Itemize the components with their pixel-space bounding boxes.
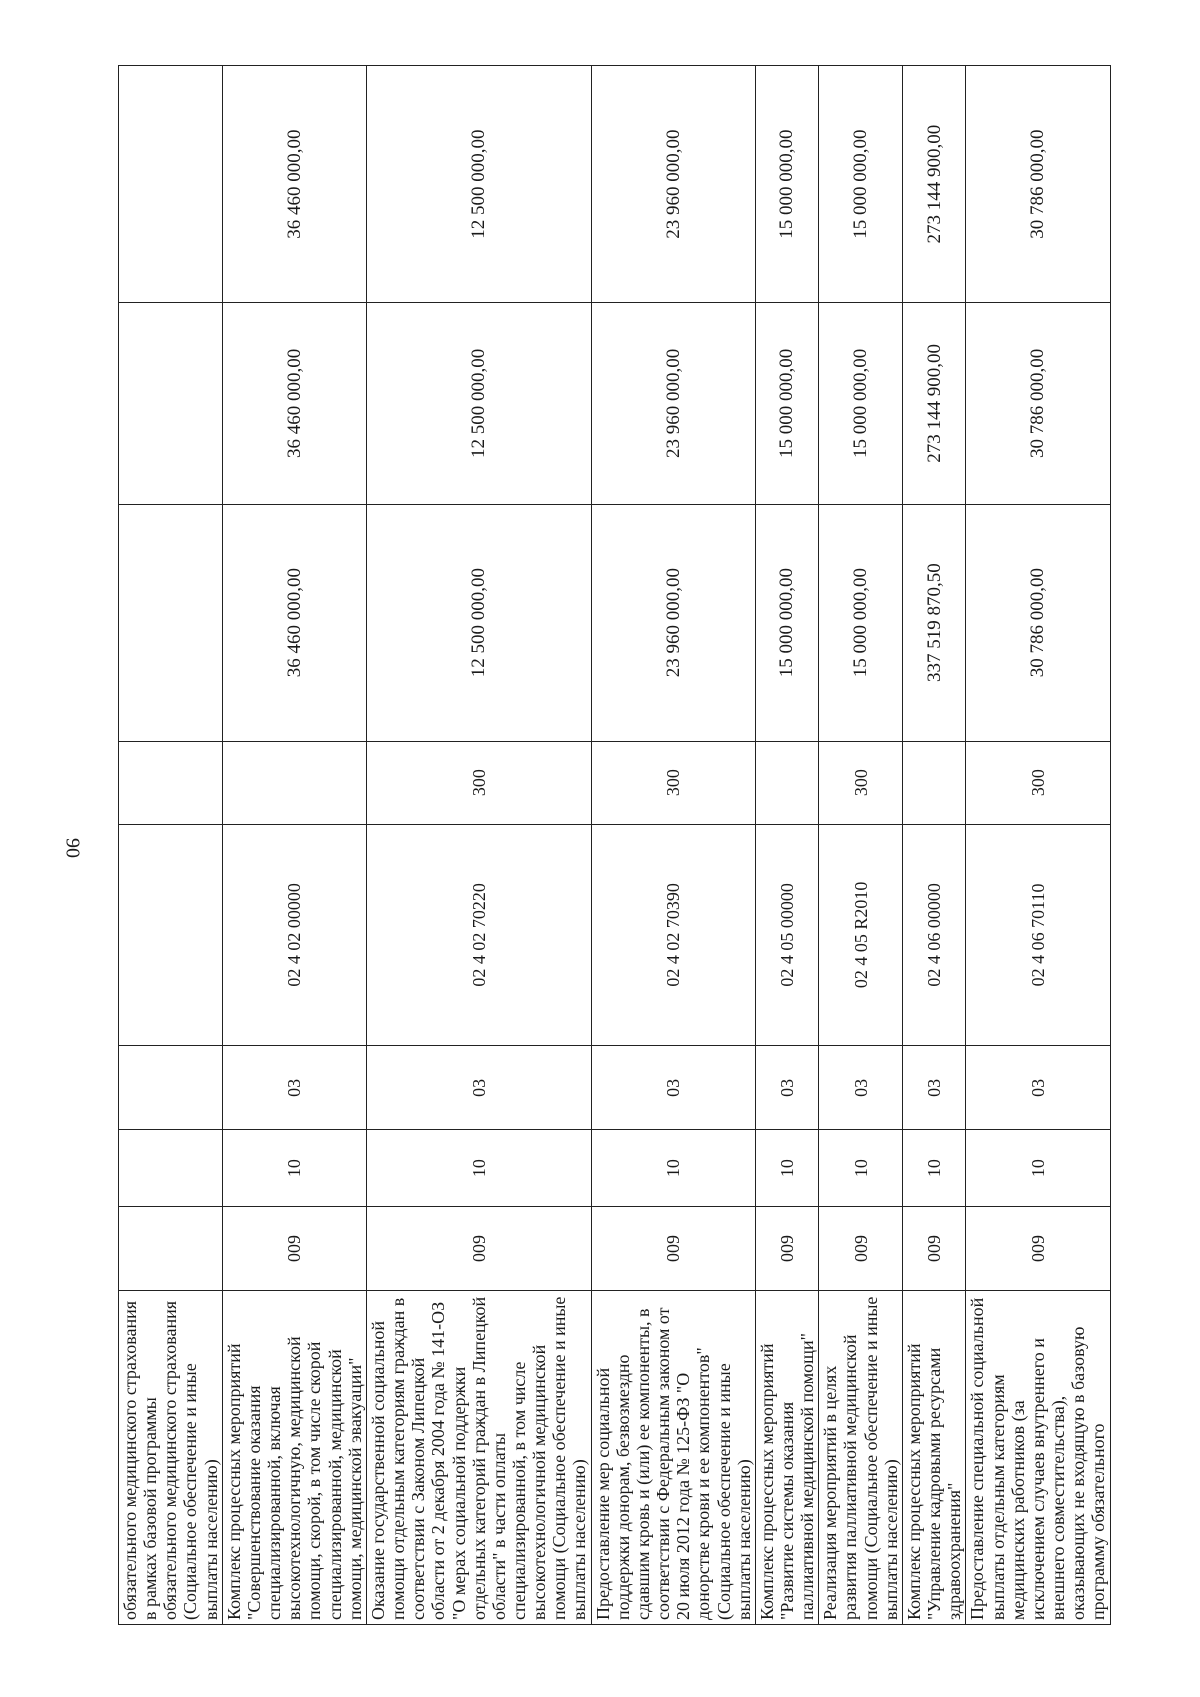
table-row (222, 66, 366, 1625)
cell-ministry: 009 (755, 1206, 818, 1290)
cell-description: Реализация мероприятий в целях развития паллиативной медицинской помощи (Социальное обеспечение и иные выплаты населению) (819, 1291, 903, 1625)
table-row (966, 66, 1110, 1625)
cell-amount-1: 36 460 000,00 (222, 504, 366, 741)
cell-ministry: 009 (591, 1206, 755, 1290)
cell-section: 10 (366, 1130, 591, 1206)
cell-amount-3: 12 500 000,00 (366, 66, 591, 303)
table-row (755, 66, 818, 1625)
cell-target-article: 02 4 02 00000 (222, 824, 366, 1046)
cell-amount-3 (119, 66, 223, 303)
cell-section: 10 (591, 1130, 755, 1206)
cell-description: обязательного медицинского страхования в рамках базовой программы обязательного медицинского страхования (Социальное обеспечение и иные выплаты населению) (119, 1291, 223, 1625)
cell-target-article (119, 824, 223, 1046)
table-row (902, 66, 965, 1625)
table-row (591, 66, 755, 1625)
cell-ministry (119, 1206, 223, 1290)
table-row (819, 66, 903, 1625)
table-row (366, 66, 591, 1625)
cell-expense-type (902, 741, 965, 824)
cell-ministry: 009 (222, 1206, 366, 1290)
cell-amount-3: 15 000 000,00 (755, 66, 818, 303)
cell-amount-3: 30 786 000,00 (966, 66, 1110, 303)
cell-amount-3: 273 144 900,00 (902, 66, 965, 303)
cell-section (119, 1130, 223, 1206)
cell-amount-1: 12 500 000,00 (366, 504, 591, 741)
cell-description: Предоставление мер социальной поддержки донорам, безвозмездно сдавшим кровь и (или) ее компоненты, в соответствии с Федеральным законом от 20 июля 2012 года № 125-ФЗ "О донорстве крови и ее компонентов" (Социальное обеспечение и иные выплаты населению) (591, 1291, 755, 1625)
cell-amount-2: 12 500 000,00 (366, 303, 591, 504)
cell-subsection: 03 (755, 1046, 818, 1130)
cell-amount-3: 23 960 000,00 (591, 66, 755, 303)
cell-subsection: 03 (366, 1046, 591, 1130)
cell-section: 10 (222, 1130, 366, 1206)
budget-table (118, 65, 1111, 1625)
cell-amount-1: 15 000 000,00 (755, 504, 818, 741)
cell-section: 10 (966, 1130, 1110, 1206)
cell-expense-type: 300 (366, 741, 591, 824)
cell-section: 10 (819, 1130, 903, 1206)
cell-amount-3: 36 460 000,00 (222, 66, 366, 303)
cell-ministry: 009 (366, 1206, 591, 1290)
cell-amount-2 (119, 303, 223, 504)
cell-target-article: 02 4 05 00000 (755, 824, 818, 1046)
cell-subsection: 03 (591, 1046, 755, 1130)
cell-expense-type (119, 741, 223, 824)
table-row (119, 66, 223, 1625)
budget-table-body (119, 66, 1111, 1625)
cell-expense-type: 300 (819, 741, 903, 824)
cell-target-article: 02 4 06 70110 (966, 824, 1110, 1046)
cell-ministry: 009 (966, 1206, 1110, 1290)
cell-ministry: 009 (819, 1206, 903, 1290)
cell-subsection: 03 (222, 1046, 366, 1130)
cell-amount-1 (119, 504, 223, 741)
cell-amount-1: 23 960 000,00 (591, 504, 755, 741)
cell-section: 10 (902, 1130, 965, 1206)
cell-description: Предоставление специальной социальной выплаты отдельным категориям медицинских работников (за исключением случаев внутреннего и внешнего совместительства), оказывающих не входящую в базовую программу обязательного (966, 1291, 1110, 1625)
cell-subsection: 03 (819, 1046, 903, 1130)
cell-subsection: 03 (966, 1046, 1110, 1130)
cell-expense-type: 300 (591, 741, 755, 824)
cell-target-article: 02 4 05 R2010 (819, 824, 903, 1046)
cell-target-article: 02 4 06 00000 (902, 824, 965, 1046)
cell-expense-type (755, 741, 818, 824)
budget-table-container (118, 65, 1111, 1625)
cell-subsection: 03 (902, 1046, 965, 1130)
cell-expense-type (222, 741, 366, 824)
cell-amount-1: 337 519 870,50 (902, 504, 965, 741)
cell-description: Комплекс процессных мероприятий "Управление кадровыми ресурсами здравоохранения" (902, 1291, 965, 1625)
cell-amount-3: 15 000 000,00 (819, 66, 903, 303)
cell-amount-2: 15 000 000,00 (755, 303, 818, 504)
cell-amount-2: 36 460 000,00 (222, 303, 366, 504)
cell-description: Комплекс процессных мероприятий "Совершенствование оказания специализированной, включая высокотехнологичную, медицинской помощи, скорой, в том числе скорой специализированной, медицинской помощи, медицинской эвакуации" (222, 1291, 366, 1625)
cell-expense-type: 300 (966, 741, 1110, 824)
page-number: 90 (61, 838, 84, 858)
cell-amount-2: 30 786 000,00 (966, 303, 1110, 504)
cell-subsection (119, 1046, 223, 1130)
cell-section: 10 (755, 1130, 818, 1206)
cell-target-article: 02 4 02 70220 (366, 824, 591, 1046)
cell-ministry: 009 (902, 1206, 965, 1290)
cell-target-article: 02 4 02 70390 (591, 824, 755, 1046)
cell-amount-2: 23 960 000,00 (591, 303, 755, 504)
cell-amount-1: 30 786 000,00 (966, 504, 1110, 741)
cell-amount-2: 273 144 900,00 (902, 303, 965, 504)
cell-amount-1: 15 000 000,00 (819, 504, 903, 741)
cell-amount-2: 15 000 000,00 (819, 303, 903, 504)
cell-description: Комплекс процессных мероприятий "Развитие системы оказания паллиативной медицинской помощи" (755, 1291, 818, 1625)
cell-description: Оказание государственной социальной помощи отдельным категориям граждан в соответствии с Законом Липецкой области от 2 декабря 2004 года № 141-ОЗ "О мерах социальной поддержки отдельных категорий граждан в Липецкой области" в части оплаты специализированной, в том числе высокотехнологичной медицинской помощи (Социальное обеспечение и иные выплаты населению) (366, 1291, 591, 1625)
